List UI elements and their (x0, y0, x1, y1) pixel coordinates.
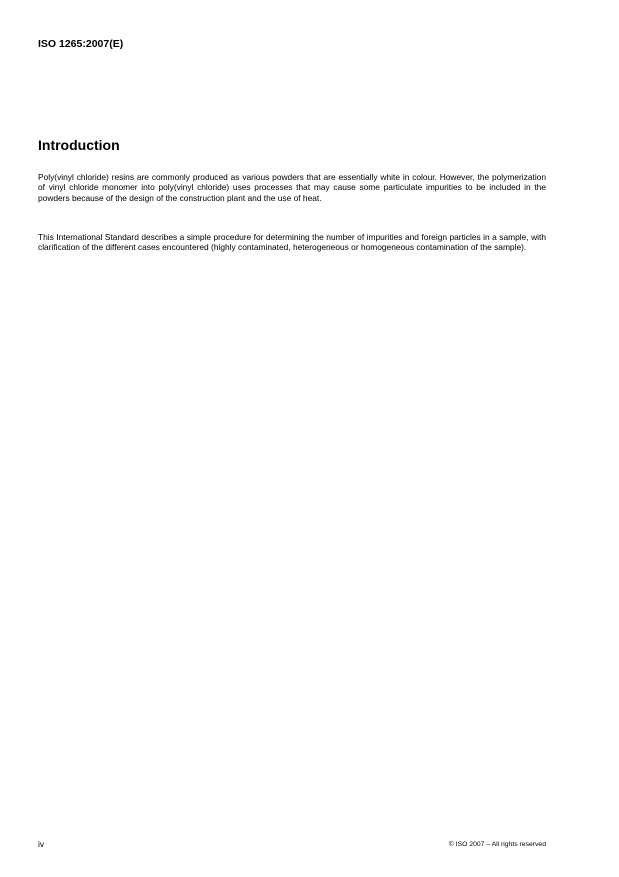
copyright-notice: © ISO 2007 – All rights reserved (448, 841, 546, 848)
section-title: Introduction (38, 137, 120, 153)
intro-paragraph-1: Poly(vinyl chloride) resins are commonly produced as various powders that are essentially white in colour. However, the polymerization of vinyl chloride monomer into poly(vinyl chloride) uses processes that may cause some particulate impurities to be included in the powders because of the design of the construction plant and the use of heat. (38, 172, 546, 203)
intro-paragraph-2: This International Standard describes a simple procedure for determining the number of impurities and foreign particles in a sample, with clarification of the different cases encountered (highly contaminated, heterogeneous or homogeneous contamination of the sample). (38, 232, 546, 253)
page-number: iv (38, 839, 45, 849)
document-id: ISO 1265:2007(E) (38, 38, 124, 50)
